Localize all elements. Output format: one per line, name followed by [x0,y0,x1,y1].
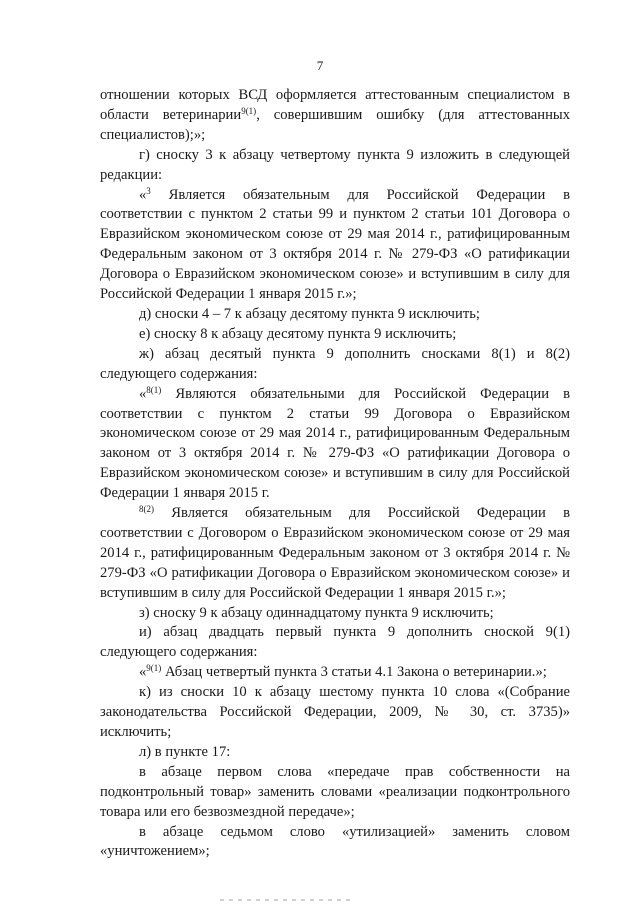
paragraph-p2: г) сноску 3 к абзацу четвертому пункта 9 изложить в следующей редакции: [100,146,570,183]
footnote-ref-8-2: 8(2) [139,504,154,515]
scan-edge-mark [220,899,350,901]
paragraph-p12: к) из сноски 10 к абзацу шестому пункта 10 слова «(Собрание законодательства Российской Федерации, 2009, № 30, ст. 3735)» исключить; [100,684,570,740]
paragraph-p6: ж) абзац десятый пункта 9 дополнить сносками 8(1) и 8(2) следующего содержания: [100,345,570,382]
paragraph-p14: в абзаце первом слова «передаче прав собственности на подконтрольный товар» заменить словами «реализации подконтрольного товара или его безвозмездной передаче»; [100,763,570,820]
page-number: 7 [316,58,324,73]
paragraph-p9: з) сноску 9 к абзацу одиннадцатому пункта 9 исключить; [139,604,494,621]
footnote-ref-9-1: 9(1) [241,105,257,116]
document-body [100,86,570,862]
paragraph-p1: отношении которых ВСД оформляется аттестованным специалистом в области ветеринарии$^{9(1)}$, совершившим ошибку (для аттестованных специалистов);»; [100,87,570,143]
footnote-ref-8-1: 8(1) [146,384,162,395]
footnote-ref-3: 3 [146,185,151,196]
paragraph-p8: $^{8(2)}$ Является обязательным для Российской Федерации в соответствии с Договором о Евразийском экономическом союзе от 29 мая 2014 г., ратифицированным Федеральным законом от 3 октября 2014 г. № 279-ФЗ «О ратификации Договора о Евразийском экономическом союзе» и вступившим в силу для Российской Федерации 1 января 2015 г.»; [100,504,570,601]
paragraph-p5: е) сноску 8 к абзацу десятому пункта 9 исключить; [139,325,457,342]
paragraph-p13: л) в пункте 17: [139,743,231,760]
paragraph-p10: и) абзац двадцать первый пункта 9 дополнить сноской 9(1) следующего содержания: [100,624,570,661]
paragraph-p3: «$^3$ Является обязательным для Российской Федерации в соответствии с пунктом 2 статьи 99 и пунктом 2 статьи 101 Договора о Евразийском экономическом союзе от 29 мая 2014 г., ратифицированным Федеральным законом от 3 октября 2014 г. № 279-ФЗ «О ратификации Договора о Евразийском экономическом союзе» и вступившим в силу для Российской Федерации 1 января 2015 г.»; [100,185,570,303]
paragraph-p11: «$^{9(1)}$ Абзац четвертый пункта 3 статьи 4.1 Закона о ветеринарии.»; [139,663,547,681]
footnote-ref-9-1b: 9(1) [146,663,162,674]
paragraph-p7: «$^{8(1)}$ Являются обязательными для Российской Федерации в соответствии с пунктом 2 статьи 99 Договора о Евразийском экономическом союзе от 29 мая 2014 г., ратифицированным Федеральным законом от 3 октября 2014 г. № 279-ФЗ «О ратификации Договора о Евразийском экономическом союзе» и вступившим в силу для Российской Федерации 1 января 2015 г. [100,384,570,502]
paragraph-p15: в абзаце седьмом слово «утилизацией» заменить словом «уничтожением»; [100,823,570,860]
paragraph-p4: д) сноски 4 – 7 к абзацу десятому пункта 9 исключить; [139,305,480,322]
